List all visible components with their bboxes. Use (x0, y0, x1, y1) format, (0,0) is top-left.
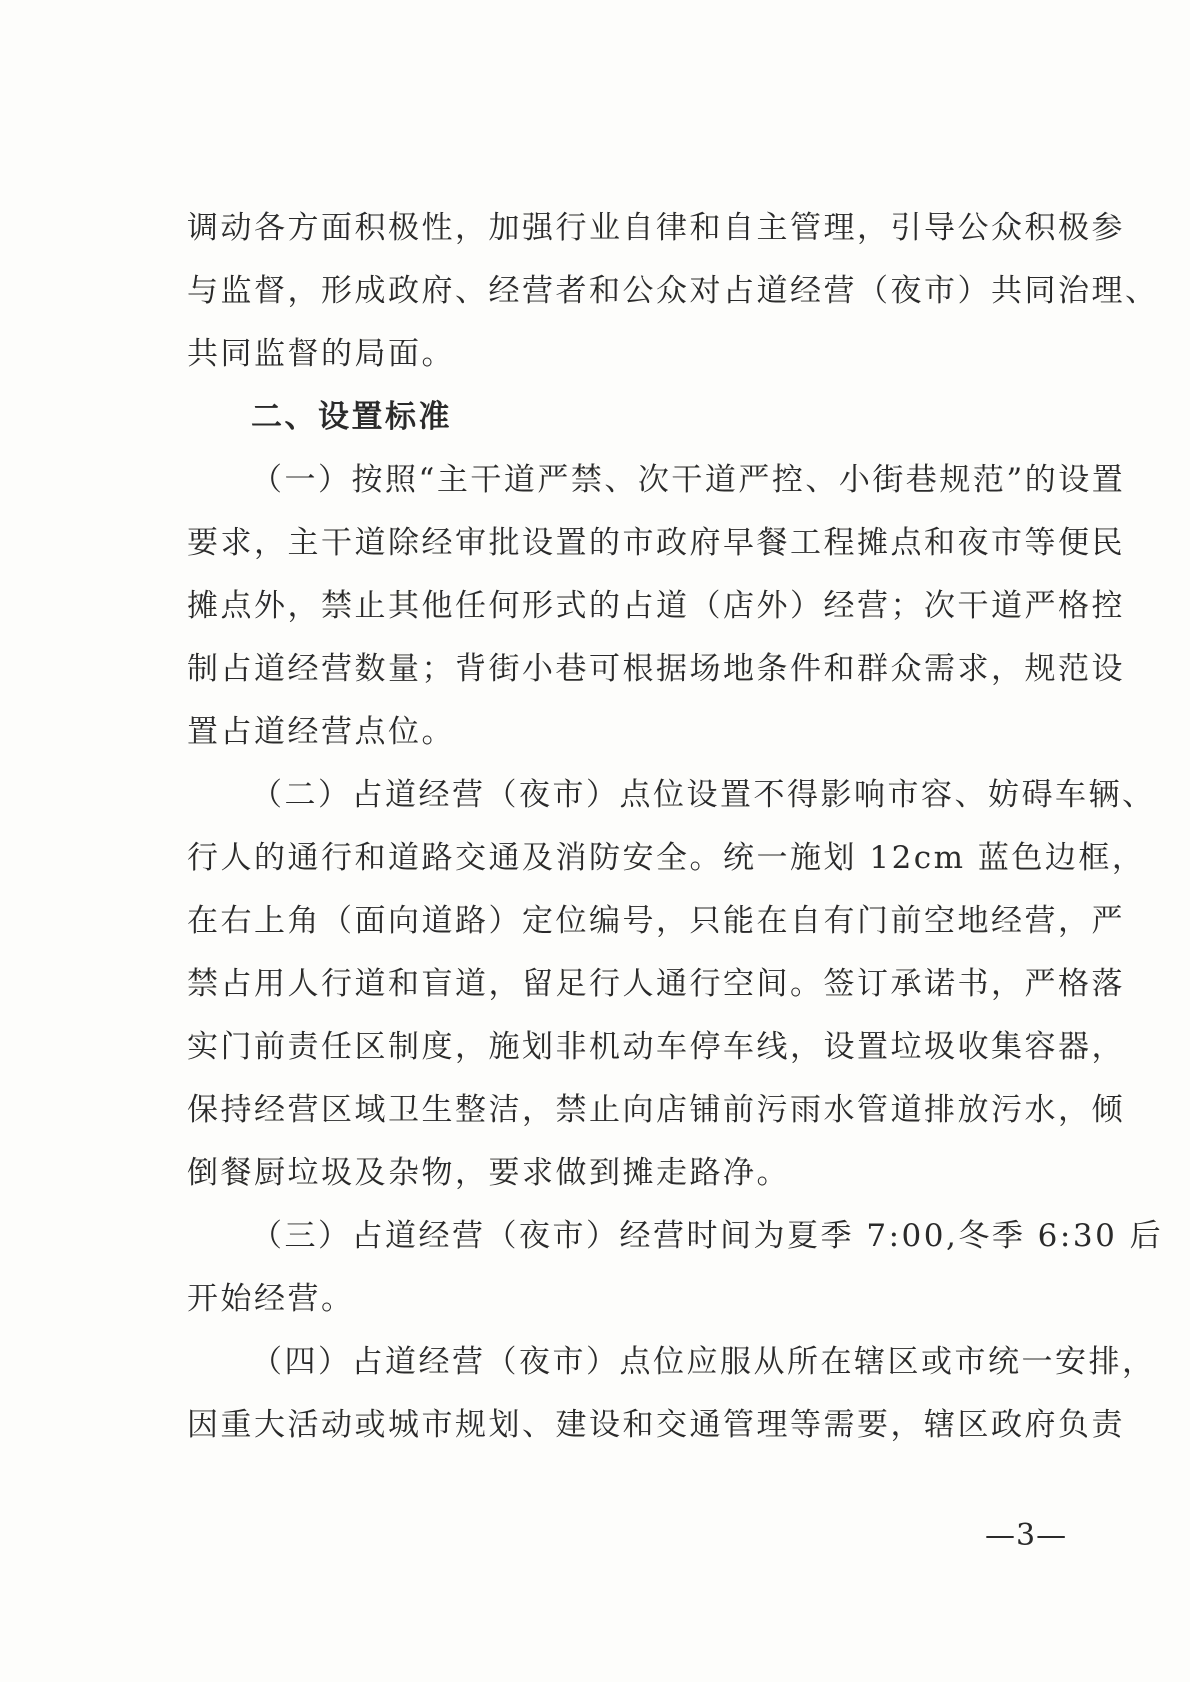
text-line: 摊点外，禁止其他任何形式的占道（店外）经营；次干道严格控 (187, 588, 1125, 624)
text-line: 行人的通行和道路交通及消防安全。统一施划 12cm 蓝色边框， (187, 840, 1146, 876)
text-line: 禁占用人行道和盲道，留足行人通行空间。签订承诺书，严格落 (187, 966, 1125, 1002)
text-line: 与监督，形成政府、经营者和公众对占道经营（夜市）共同治理、 (187, 273, 1159, 309)
page-number: —3— (985, 1518, 1068, 1553)
paragraph-start: （一）按照“主干道严禁、次干道严控、小街巷规范”的设置 (251, 462, 1126, 498)
text-line: 实门前责任区制度，施划非机动车停车线，设置垃圾收集容器， (187, 1029, 1125, 1065)
paragraph-start: （二）占道经营（夜市）点位设置不得影响市容、妨碍车辆、 (251, 777, 1156, 813)
paragraph-start: （四）占道经营（夜市）点位应服从所在辖区或市统一安排， (251, 1344, 1156, 1380)
text-line: 开始经营。 (187, 1281, 355, 1317)
text-line: 调动各方面积极性，加强行业自律和自主管理，引导公众积极参 (187, 210, 1125, 246)
text-line: 因重大活动或城市规划、建设和交通管理等需要，辖区政府负责 (187, 1407, 1125, 1443)
text-line: 保持经营区域卫生整洁，禁止向店铺前污雨水管道排放污水，倾 (187, 1092, 1125, 1128)
text-line: 置占道经营点位。 (187, 714, 455, 750)
text-line: 制占道经营数量；背街小巷可根据场地条件和群众需求，规范设 (187, 651, 1125, 687)
text-line: 共同监督的局面。 (187, 336, 455, 372)
body-text (187, 197, 1164, 1457)
paragraph-start: （三）占道经营（夜市）经营时间为夏季 7:00,冬季 6:30 后 (251, 1218, 1164, 1254)
text-line: 倒餐厨垃圾及杂物，要求做到摊走路净。 (187, 1155, 790, 1191)
text-line: 在右上角（面向道路）定位编号，只能在自有门前空地经营，严 (187, 903, 1125, 939)
section-heading: 二、设置标准 (251, 399, 452, 435)
text-line: 要求，主干道除经审批设置的市政府早餐工程摊点和夜市等便民 (187, 525, 1125, 561)
